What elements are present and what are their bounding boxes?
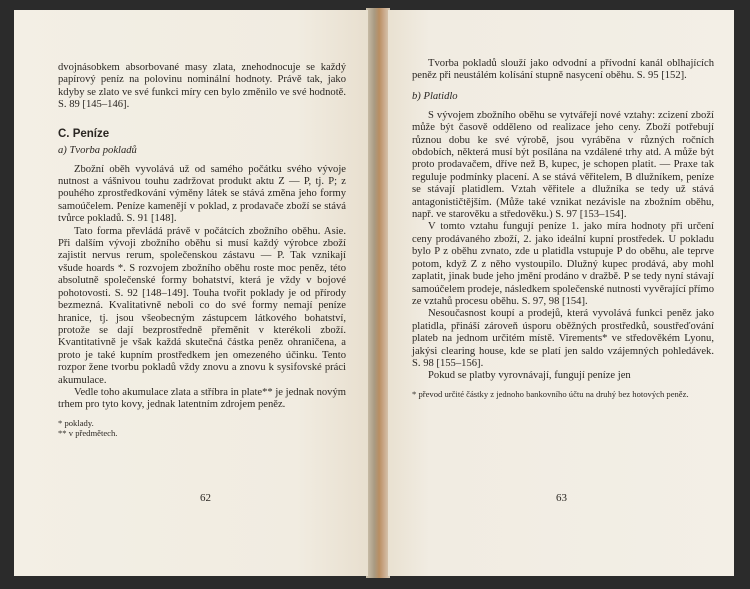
left-footnotes	[58, 418, 346, 438]
right-footnote-1: * převod určité částky z jednoho bankovního účtu na druhý bez hotových peněz.	[412, 388, 689, 399]
right-top-paragraph: Tvorba pokladů slouží jako odvodní a přívodní kanál oblhajících peněz při neustálém kolísání stupně nasycení oběhu. S. 95 [152].	[412, 58, 714, 82]
left-paragraph-1: Zbožní oběh vyvolává už od samého počátku svého vývoje nutnost a vášnivou touhu zadržovat produkt aktu Z — P, tj. P; z pouhého zprostředkování výměny látek se stává změna jeho formy samoúčelem. Peníze kamenějí v poklad, z prodavače zboží se stává tvůrce pokladů. S. 91 [148].	[58, 163, 346, 225]
right-page	[388, 10, 734, 576]
subsection-heading-b: b) Platidlo	[412, 90, 458, 102]
right-page-number: 63	[556, 492, 567, 504]
right-paragraph-1: S vývojem zbožního oběhu se vytvářejí nové vztahy: zcizení zboží může být časově odděleno od realizace jeho ceny. Zboží potřebují různou dobu ke své výrobě, jsou vyráběna v různých ročních obdobích, některá musí být posílána na vzdálené trhy atd. A může být proto prodavačem, dříve než B, kupec, je schopen platit. — Praxe tak reguluje podmínky placení. A se stává věřitelem, B dlužníkem, peníze se stávají platidlem. Vztah věřitele a dlužníka se tedy už stává antagonističtějším. (Může také vznikat nezávisle na zbožním oběhu, např. ve starověku a středověku.) S. 97 [153–154].	[412, 109, 714, 221]
section-heading: C. Peníze	[58, 127, 110, 140]
left-page-number: 62	[200, 492, 211, 504]
subsection-heading-a: a) Tvorba pokladů	[58, 144, 137, 156]
right-paragraph-2: V tomto vztahu fungují peníze 1. jako míra hodnoty při určení ceny prodávaného zboží, 2. jako ideální kupní prostředek. U pokladu bylo P z oběhu zvnato, zde u platidla vstupuje P do oběhu, ale teprve potom, když Z z něho vystoupilo. Dlužný kupec prodává, aby mohl zaplatit, jinak bude jeho jmění prodáno v dražbě. P se tedy nyní stávají samoúčelem prodeje, následkem společenské nutnosti vyvěrající přímo ze vztahů procesu oběhu. S. 97, 98 [154].	[412, 221, 714, 307]
left-footnote-1: * poklady.	[58, 417, 94, 428]
right-paragraph-3: Nesoučasnost koupí a prodejů, která vyvolává funkci peněz jako platidla, přináší zároveň úsporu oběžných prostředků, soustřeďování plateb na jednom určitém místě. Virements* ve středověkém Lyonu, jakýsi clearing house, kde se platí jen saldo vzájemných pohledávek. S. 98 [155–156].	[412, 308, 714, 369]
book-gutter	[366, 8, 390, 578]
left-paragraph-3: Vedle toho akumulace zlata a stříbra in plate** je jednak novým trhem pro tyto kovy, jednak latentním zdrojem peněz.	[58, 386, 346, 411]
right-paragraph-4: Pokud se platby vyrovnávají, fungují peníze jen	[428, 370, 631, 382]
left-page	[14, 10, 368, 576]
right-footnotes	[412, 389, 714, 399]
left-top-paragraph: dvojnásobkem absorbované masy zlata, znehodnocuje se každý papírový peníz na polovinu nominální hodnoty. Právě tak, jako kdyby se zlato ve své funkci míry cen bylo změnilo ve své hodnotě. S. 89 [145–146].	[58, 62, 346, 111]
left-footnote-2: ** v předmětech.	[58, 427, 118, 438]
left-paragraph-2: Tato forma převládá právě v počátcích zbožního oběhu. Asie. Při dalším vývoji zbožního oběhu si musí každý výrobce zboží zajistit nervus rerum, společenskou zástavu — P. Tak vznikají všude hoards *. S rozvojem zbožního oběhu roste moc peněz, této absolutně společenské formy bohatství, která je vždy v bojové pohotovosti. S. 92 [148–149]. Touha tvořit poklady je od přírody bezmezná. Kvalitativně neboli co do své formy nemají peníze hranice, tj. jsou všeobecným zástupcem látkového bohatství, protože se dají bezprostředně přeměnit v kterékoli zboží. Kvantitativně je však každá skutečná částka peněz ohraničena, a proto je také kupním prostředkem jen omezeného účinku. Tento rozpor žene tvorbu pokladů vždy znovu a znovu k sysifovské práci akumulace.	[58, 225, 346, 386]
